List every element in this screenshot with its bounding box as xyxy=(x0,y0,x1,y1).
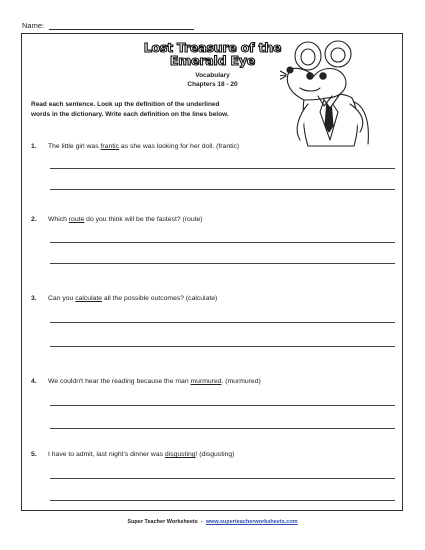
instructions-line-1: Read each sentence. Look up the definition of the underlined xyxy=(31,101,220,108)
question-number: 3. xyxy=(31,295,37,302)
title-line-1: Lost Treasure of the xyxy=(143,40,282,55)
name-label: Name: xyxy=(22,21,45,30)
answer-line[interactable] xyxy=(50,189,395,190)
footer-url-link[interactable]: www.superteacherworksheets.com xyxy=(205,519,298,525)
answer-line[interactable] xyxy=(50,428,395,429)
vocab-word: disgusting xyxy=(164,451,196,458)
footer-separator: - xyxy=(197,519,206,525)
answer-line[interactable] xyxy=(50,242,395,243)
title-line-2: Emerald Eye xyxy=(169,53,256,68)
vocab-word: frantic xyxy=(100,143,120,150)
answer-line[interactable] xyxy=(50,478,395,479)
vocab-word: calculate xyxy=(75,295,103,302)
answer-line[interactable] xyxy=(50,168,395,169)
answer-line[interactable] xyxy=(50,500,395,501)
worksheet-subtitle xyxy=(120,71,305,89)
vocab-word: murmured xyxy=(190,378,222,385)
instructions xyxy=(31,100,296,119)
worksheet-title xyxy=(120,41,305,67)
footer-brand: Super Teacher Worksheets xyxy=(127,519,198,525)
question-text: We couldn't hear the reading because the man murmured. (murmured) xyxy=(48,378,261,385)
mouse-in-suit-icon xyxy=(280,40,372,148)
subtitle-chapters: Chapters 18 - 20 xyxy=(187,81,238,88)
footer xyxy=(0,519,425,525)
answer-line[interactable] xyxy=(50,263,395,264)
question-text: Can you calculate all the possible outcomes? (calculate) xyxy=(48,295,218,302)
answer-line[interactable] xyxy=(50,322,395,323)
question-number: 4. xyxy=(31,378,37,385)
question-text: The little girl was frantic as she was looking for her doll. (frantic) xyxy=(48,143,240,150)
question-number: 1. xyxy=(31,143,37,150)
subtitle-vocabulary: Vocabulary xyxy=(195,72,230,79)
question-number: 2. xyxy=(31,216,37,223)
instructions-line-2: words in the dictionary. Write each definition on the lines below. xyxy=(31,110,229,118)
question-text: Which route do you think will be the fastest? (route) xyxy=(48,216,203,223)
name-row xyxy=(22,21,194,30)
question-text: I have to admit, last night's dinner was disgusting! (disgusting) xyxy=(48,451,235,458)
question-number: 5. xyxy=(31,451,37,458)
answer-line[interactable] xyxy=(50,405,395,406)
answer-line[interactable] xyxy=(50,346,395,347)
vocab-word: route xyxy=(68,216,85,223)
name-field[interactable] xyxy=(49,21,194,30)
